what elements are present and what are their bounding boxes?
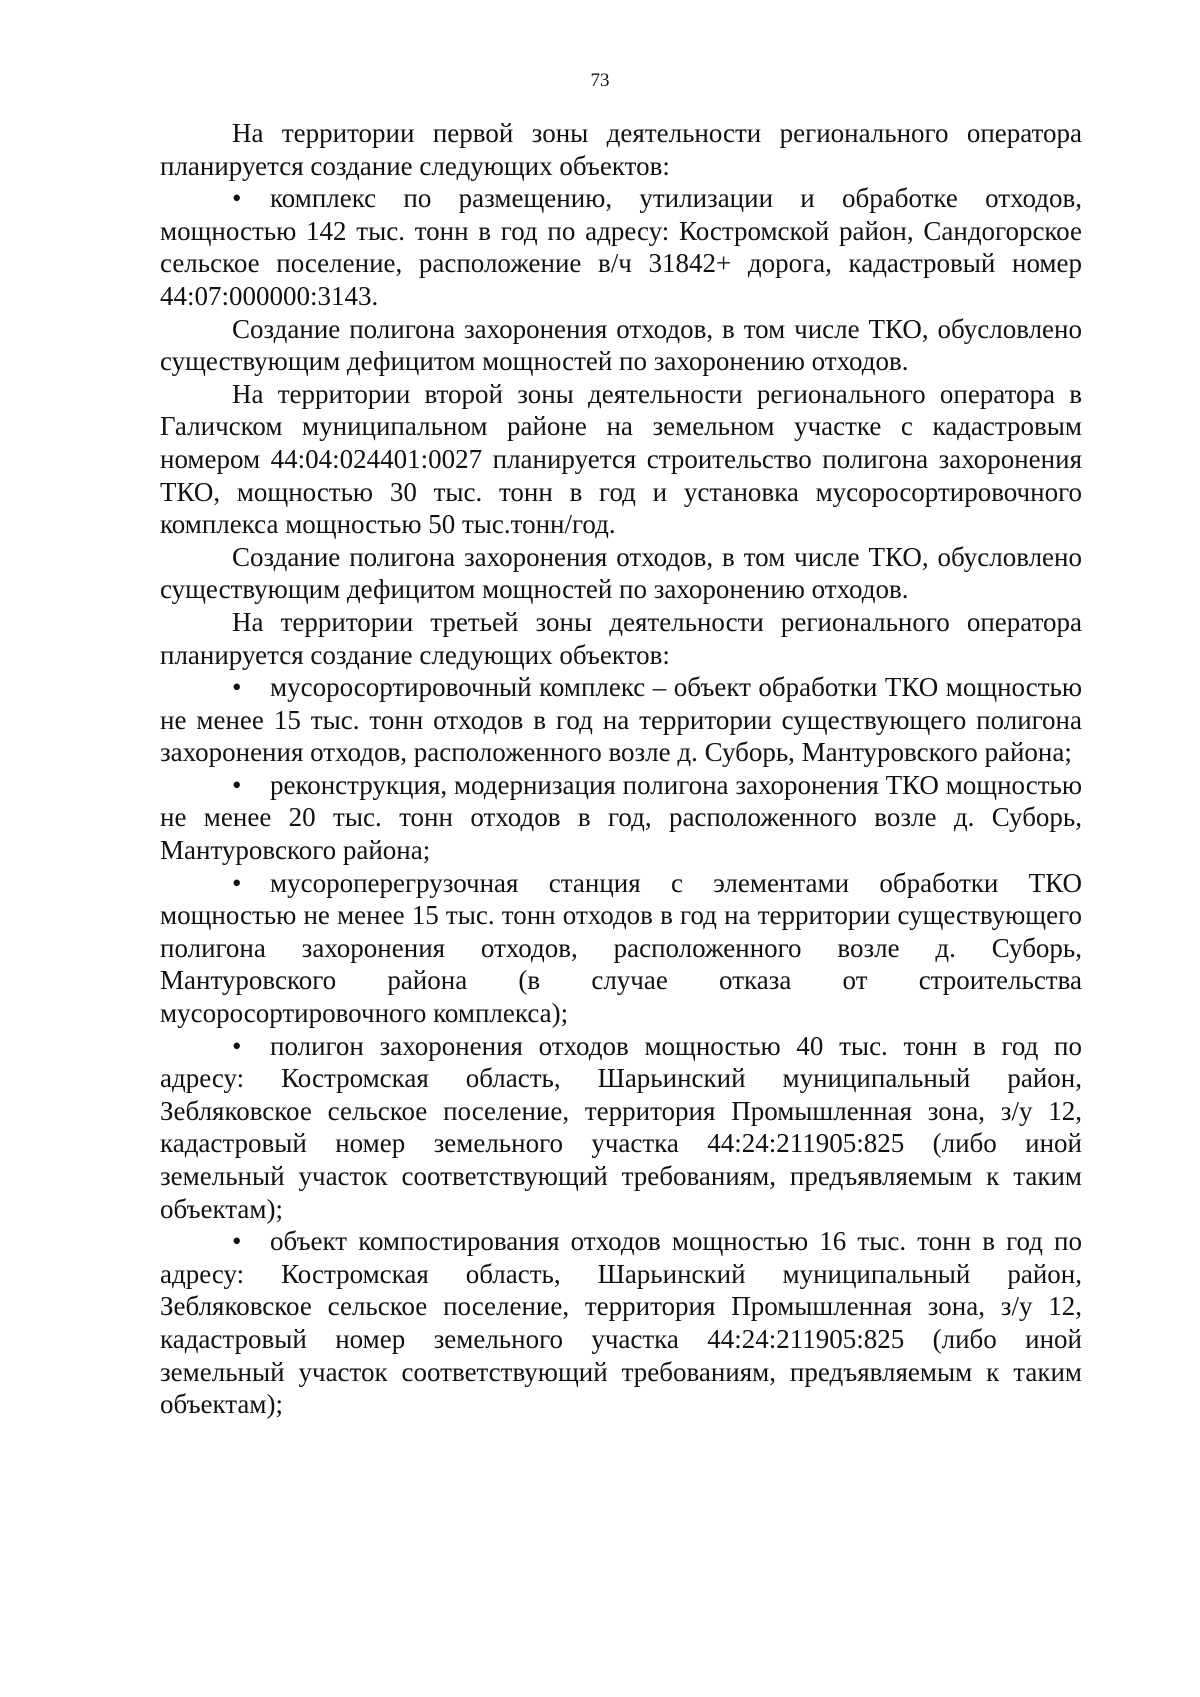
bullet-marker: • bbox=[232, 867, 242, 898]
paragraph-zone1-rationale: Создание полигона захоронения отходов, в том числе ТКО, обусловлено существующим дефицитом мощностей по захоронению отходов. bbox=[160, 313, 1082, 377]
bullet-marker: • bbox=[232, 183, 242, 214]
bullet-text: комплекс по размещению, утилизации и обработке отходов, мощностью 142 тыс. тонн в год по адресу: Костромской район, Сандогорское сельское поселение, расположение в/ч 31842+ дорога, кадастровый номер 44:07:000000:3143. bbox=[160, 183, 1082, 311]
bullet-text: полигон захоронения отходов мощностью 40 тыс. тонн в год по адресу: Костромская область, Шарьинский муниципальный район, Зебляковское сельское поселение, территория Промышленная зона, з/у 12, кадастровый номер земельного участка 44:24:211905:825 (либо иной земельный участок соответствующий требованиям, предъявляемым к таким объектам); bbox=[160, 1030, 1082, 1224]
bullet-marker: • bbox=[232, 769, 242, 800]
bullet-zone3-sorting-complex bbox=[160, 671, 1082, 769]
bullet-text: объект компостирования отходов мощностью 16 тыс. тонн в год по адресу: Костромская область, Шарьинский муниципальный район, Зебляковское сельское поселение, территория Промышленная зона, з/у 12, кадастровый номер земельного участка 44:24:211905:825 (либо иной земельный участок соответствующий требованиям, предъявляемым к таким объектам); bbox=[160, 1226, 1082, 1420]
bullet-zone3-transfer-station bbox=[160, 867, 1082, 1030]
paragraph-zone2: На территории второй зоны деятельности регионального оператора в Галичском муниципальном районе на земельном участке с кадастровым номером 44:04:024401:0027 планируется строительство полигона захоронения ТКО, мощностью 30 тыс. тонн в год и установка мусоросортировочного комплекса мощностью 50 тыс.тонн/год. bbox=[160, 378, 1082, 540]
bullet-text: мусоросортировочный комплекс – объект обработки ТКО мощностью не менее 15 тыс. тонн отходов в год на территории существующего полигона захоронения отходов, расположенного возле д. Суборь, Мантуровского района; bbox=[160, 672, 1082, 768]
bullet-zone3-composting bbox=[160, 1225, 1082, 1421]
bullet-zone3-landfill bbox=[160, 1030, 1082, 1226]
document-body bbox=[160, 117, 1082, 1421]
bullet-marker: • bbox=[232, 1030, 242, 1061]
paragraph-zone3-intro: На территории третьей зоны деятельности регионального оператора планируется создание следующих объектов: bbox=[160, 606, 1082, 670]
bullet-text: реконструкция, модернизация полигона захоронения ТКО мощностью не менее 20 тыс. тонн отходов в год, расположенного возле д. Суборь, Мантуровского района; bbox=[160, 769, 1082, 866]
bullet-text: мусороперегрузочная станция с элементами обработки ТКО мощностью не менее 15 тыс. тонн отходов в год на территории существующего полигона захоронения отходов, расположенного возле д. Суборь, Мантуровского района (в случае отказа от строительства мусоросортировочного комплекса); bbox=[160, 867, 1082, 1029]
bullet-zone1-complex bbox=[160, 182, 1082, 312]
paragraph-zone1-intro: На территории первой зоны деятельности регионального оператора планируется создание следующих объектов: bbox=[160, 118, 1082, 181]
bullet-marker: • bbox=[232, 672, 242, 703]
bullet-marker: • bbox=[232, 1226, 242, 1257]
paragraph-zone2-rationale: Создание полигона захоронения отходов, в том числе ТКО, обусловлено существующим дефицитом мощностей по захоронению отходов. bbox=[160, 541, 1082, 605]
bullet-zone3-reconstruction bbox=[160, 769, 1082, 867]
page-number: 73 bbox=[590, 70, 610, 91]
